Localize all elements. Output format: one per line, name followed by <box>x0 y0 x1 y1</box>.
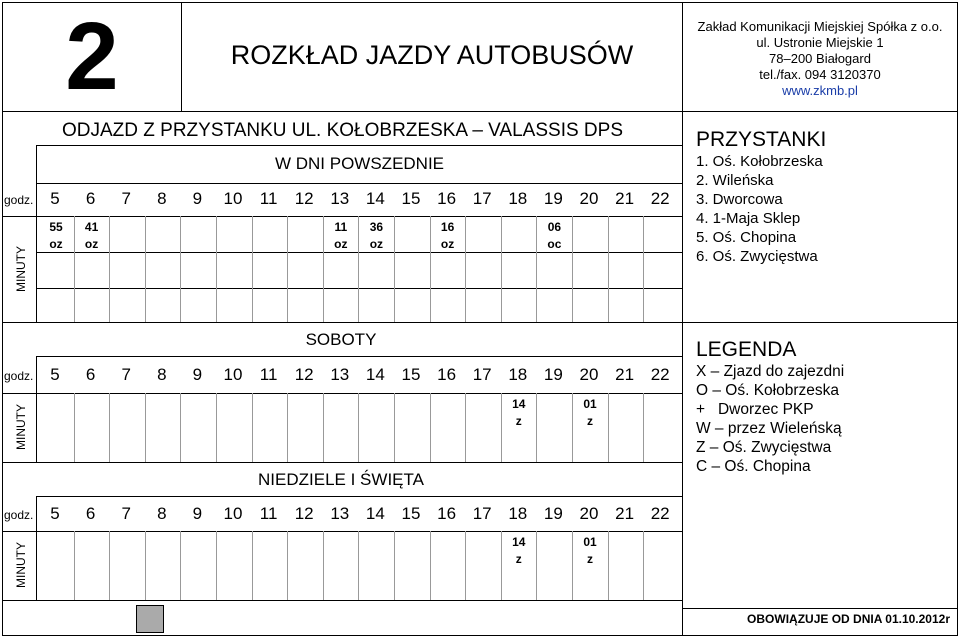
legend-item: + Dworzec PKP <box>696 401 814 418</box>
weekday-title: W DNI POWSZEDNIE <box>274 154 445 173</box>
valid-from-note: OBOWIĄZUJE OD DNIA 01.10.2012r <box>747 612 950 626</box>
weekday-hour-label: 12 <box>294 189 314 208</box>
sunday-hour-label: 15 <box>401 504 421 523</box>
stop-item: 2. Wileńska <box>696 172 774 189</box>
sunday-hour-label: 14 <box>365 504 385 523</box>
departure-mark: oc <box>547 237 562 251</box>
legend-item: X – Zjazd do zajezdni <box>696 363 845 380</box>
weekday-hour-label: 22 <box>650 189 670 208</box>
departure-title: ODJAZD Z PRZYSTANKU UL. KOŁOBRZESKA – VALASSIS DPS <box>61 120 623 141</box>
departure-mark: z <box>515 414 522 428</box>
saturday-hour-label: 6 <box>85 365 96 384</box>
saturday-hour-label: 9 <box>192 365 203 384</box>
weekday-hour-label: 16 <box>437 189 457 208</box>
weekday-godz-label: godz. <box>4 193 34 207</box>
saturday-hour-label: 13 <box>330 365 350 384</box>
saturday-hour-label: 8 <box>157 365 167 384</box>
departure-mark: oz <box>84 237 99 251</box>
grey-square <box>136 605 164 633</box>
departure-mark: z <box>515 552 522 566</box>
saturday-hour-label: 22 <box>650 365 670 384</box>
saturday-hour-label: 11 <box>259 365 278 384</box>
legend-item: W – przez Wieleńską <box>696 420 842 437</box>
departure-mark: z <box>587 552 593 566</box>
company-info <box>682 19 958 99</box>
weekday-hour-label: 17 <box>472 189 492 208</box>
sunday-hour-label: 18 <box>508 504 528 523</box>
saturday-hour-label: 21 <box>615 365 635 384</box>
weekday-departure <box>326 219 356 253</box>
stop-item: 3. Dworcowa <box>696 191 783 208</box>
departure-minute: 55 <box>49 220 63 234</box>
sunday-hour-label: 20 <box>579 504 599 523</box>
sunday-hour-label: 10 <box>223 504 243 523</box>
saturday-minuty-label: MINUTY <box>14 404 28 450</box>
sunday-hour-label: 17 <box>472 504 492 523</box>
weekday-hour-label: 21 <box>615 189 635 208</box>
saturday-departure <box>504 396 534 430</box>
departure-mark: oz <box>369 237 384 251</box>
sunday-godz-label: godz. <box>4 508 34 522</box>
saturday-hour-label: 15 <box>401 365 421 384</box>
weekday-departure <box>539 219 569 253</box>
stop-item: 6. Oś. Zwycięstwa <box>696 248 818 265</box>
weekday-hour-label: 10 <box>223 189 243 208</box>
legend-item: C – Oś. Chopina <box>696 458 811 475</box>
company-website-link[interactable]: www.zkmb.pl <box>782 83 858 98</box>
sunday-hour-label: 13 <box>330 504 350 523</box>
saturday-title: SOBOTY <box>305 330 377 349</box>
saturday-hour-label: 12 <box>294 365 314 384</box>
stop-item: 1. Oś. Kołobrzeska <box>696 153 823 170</box>
weekday-hour-label: 13 <box>330 189 350 208</box>
saturday-hour-label: 10 <box>223 365 243 384</box>
saturday-hour-label: 16 <box>437 365 457 384</box>
stop-item: 5. Oś. Chopina <box>696 229 797 246</box>
saturday-hour-label: 7 <box>121 365 131 384</box>
weekday-hour-label: 19 <box>543 189 563 208</box>
sunday-departure <box>504 534 534 568</box>
weekday-hour-label: 8 <box>157 189 167 208</box>
weekday-departure <box>361 219 391 253</box>
weekday-departure <box>433 219 463 253</box>
saturday-hour-label: 17 <box>472 365 492 384</box>
departure-minute: 11 <box>334 220 348 234</box>
sunday-hour-label: 19 <box>543 504 563 523</box>
weekday-hour-label: 9 <box>192 189 203 208</box>
sunday-departure <box>575 534 605 568</box>
saturday-hour-label: 20 <box>579 365 599 384</box>
legend-item: Z – Oś. Zwycięstwa <box>696 439 832 456</box>
sunday-hour-label: 5 <box>50 504 60 523</box>
weekday-minuty-label: MINUTY <box>14 246 28 292</box>
sunday-hour-label: 16 <box>437 504 457 523</box>
departure-mark: z <box>587 414 593 428</box>
stop-item: 4. 1-Maja Sklep <box>696 210 801 227</box>
departure-minute: 01 <box>583 535 597 549</box>
sunday-hour-label: 8 <box>157 504 167 523</box>
saturday-hour-label: 5 <box>50 365 60 384</box>
departure-minute: 14 <box>512 535 526 549</box>
sunday-title: NIEDZIELE I ŚWIĘTA <box>258 470 424 489</box>
weekday-hour-label: 7 <box>121 189 131 208</box>
saturday-godz-label: godz. <box>4 369 34 383</box>
saturday-hour-label: 19 <box>543 365 563 384</box>
company-postcode: 78–200 Białogard <box>769 51 871 66</box>
sunday-hour-label: 12 <box>294 504 314 523</box>
company-name: Zakład Komunikacji Miejskiej Spółka z o.o. <box>697 19 943 34</box>
weekday-hour-label: 11 <box>259 189 278 208</box>
saturday-hour-label: 18 <box>508 365 528 384</box>
sunday-hour-label: 21 <box>615 504 635 523</box>
stops-list <box>696 152 823 266</box>
weekday-hour-label: 15 <box>401 189 421 208</box>
weekday-departure <box>77 219 107 253</box>
departure-minute: 36 <box>369 220 384 234</box>
legend-list <box>696 362 844 476</box>
departure-minute: 06 <box>547 220 562 234</box>
stops-title: PRZYSTANKI <box>696 128 827 151</box>
departure-mark: oz <box>440 237 455 251</box>
weekday-hour-label: 5 <box>50 189 60 208</box>
saturday-hour-label: 14 <box>365 365 385 384</box>
weekday-hour-label: 14 <box>365 189 385 208</box>
weekday-hour-label: 20 <box>579 189 599 208</box>
weekday-hour-label: 6 <box>85 189 96 208</box>
departure-minute: 14 <box>512 397 526 411</box>
saturday-departure <box>575 396 605 430</box>
sunday-hour-label: 7 <box>121 504 131 523</box>
legend-title: LEGENDA <box>696 338 797 361</box>
sunday-minuty-label: MINUTY <box>14 542 28 588</box>
legend-item: O – Oś. Kołobrzeska <box>696 382 840 399</box>
line-number: 2 <box>65 3 119 110</box>
sunday-hour-label: 11 <box>259 504 278 523</box>
company-phone: tel./fax. 094 3120370 <box>759 67 881 82</box>
weekday-departure <box>41 219 71 253</box>
company-address: ul. Ustronie Miejskie 1 <box>756 35 884 50</box>
departure-minute: 41 <box>84 220 99 234</box>
page-title: ROZKŁAD JAZDY AUTOBUSÓW <box>230 40 634 70</box>
sunday-hour-label: 9 <box>192 504 203 523</box>
sunday-hour-label: 6 <box>85 504 96 523</box>
sunday-hour-label: 22 <box>650 504 670 523</box>
departure-minute: 16 <box>440 220 455 234</box>
departure-mark: oz <box>49 237 63 251</box>
departure-minute: 01 <box>583 397 597 411</box>
departure-mark: oz <box>334 237 348 251</box>
weekday-hour-label: 18 <box>508 189 528 208</box>
